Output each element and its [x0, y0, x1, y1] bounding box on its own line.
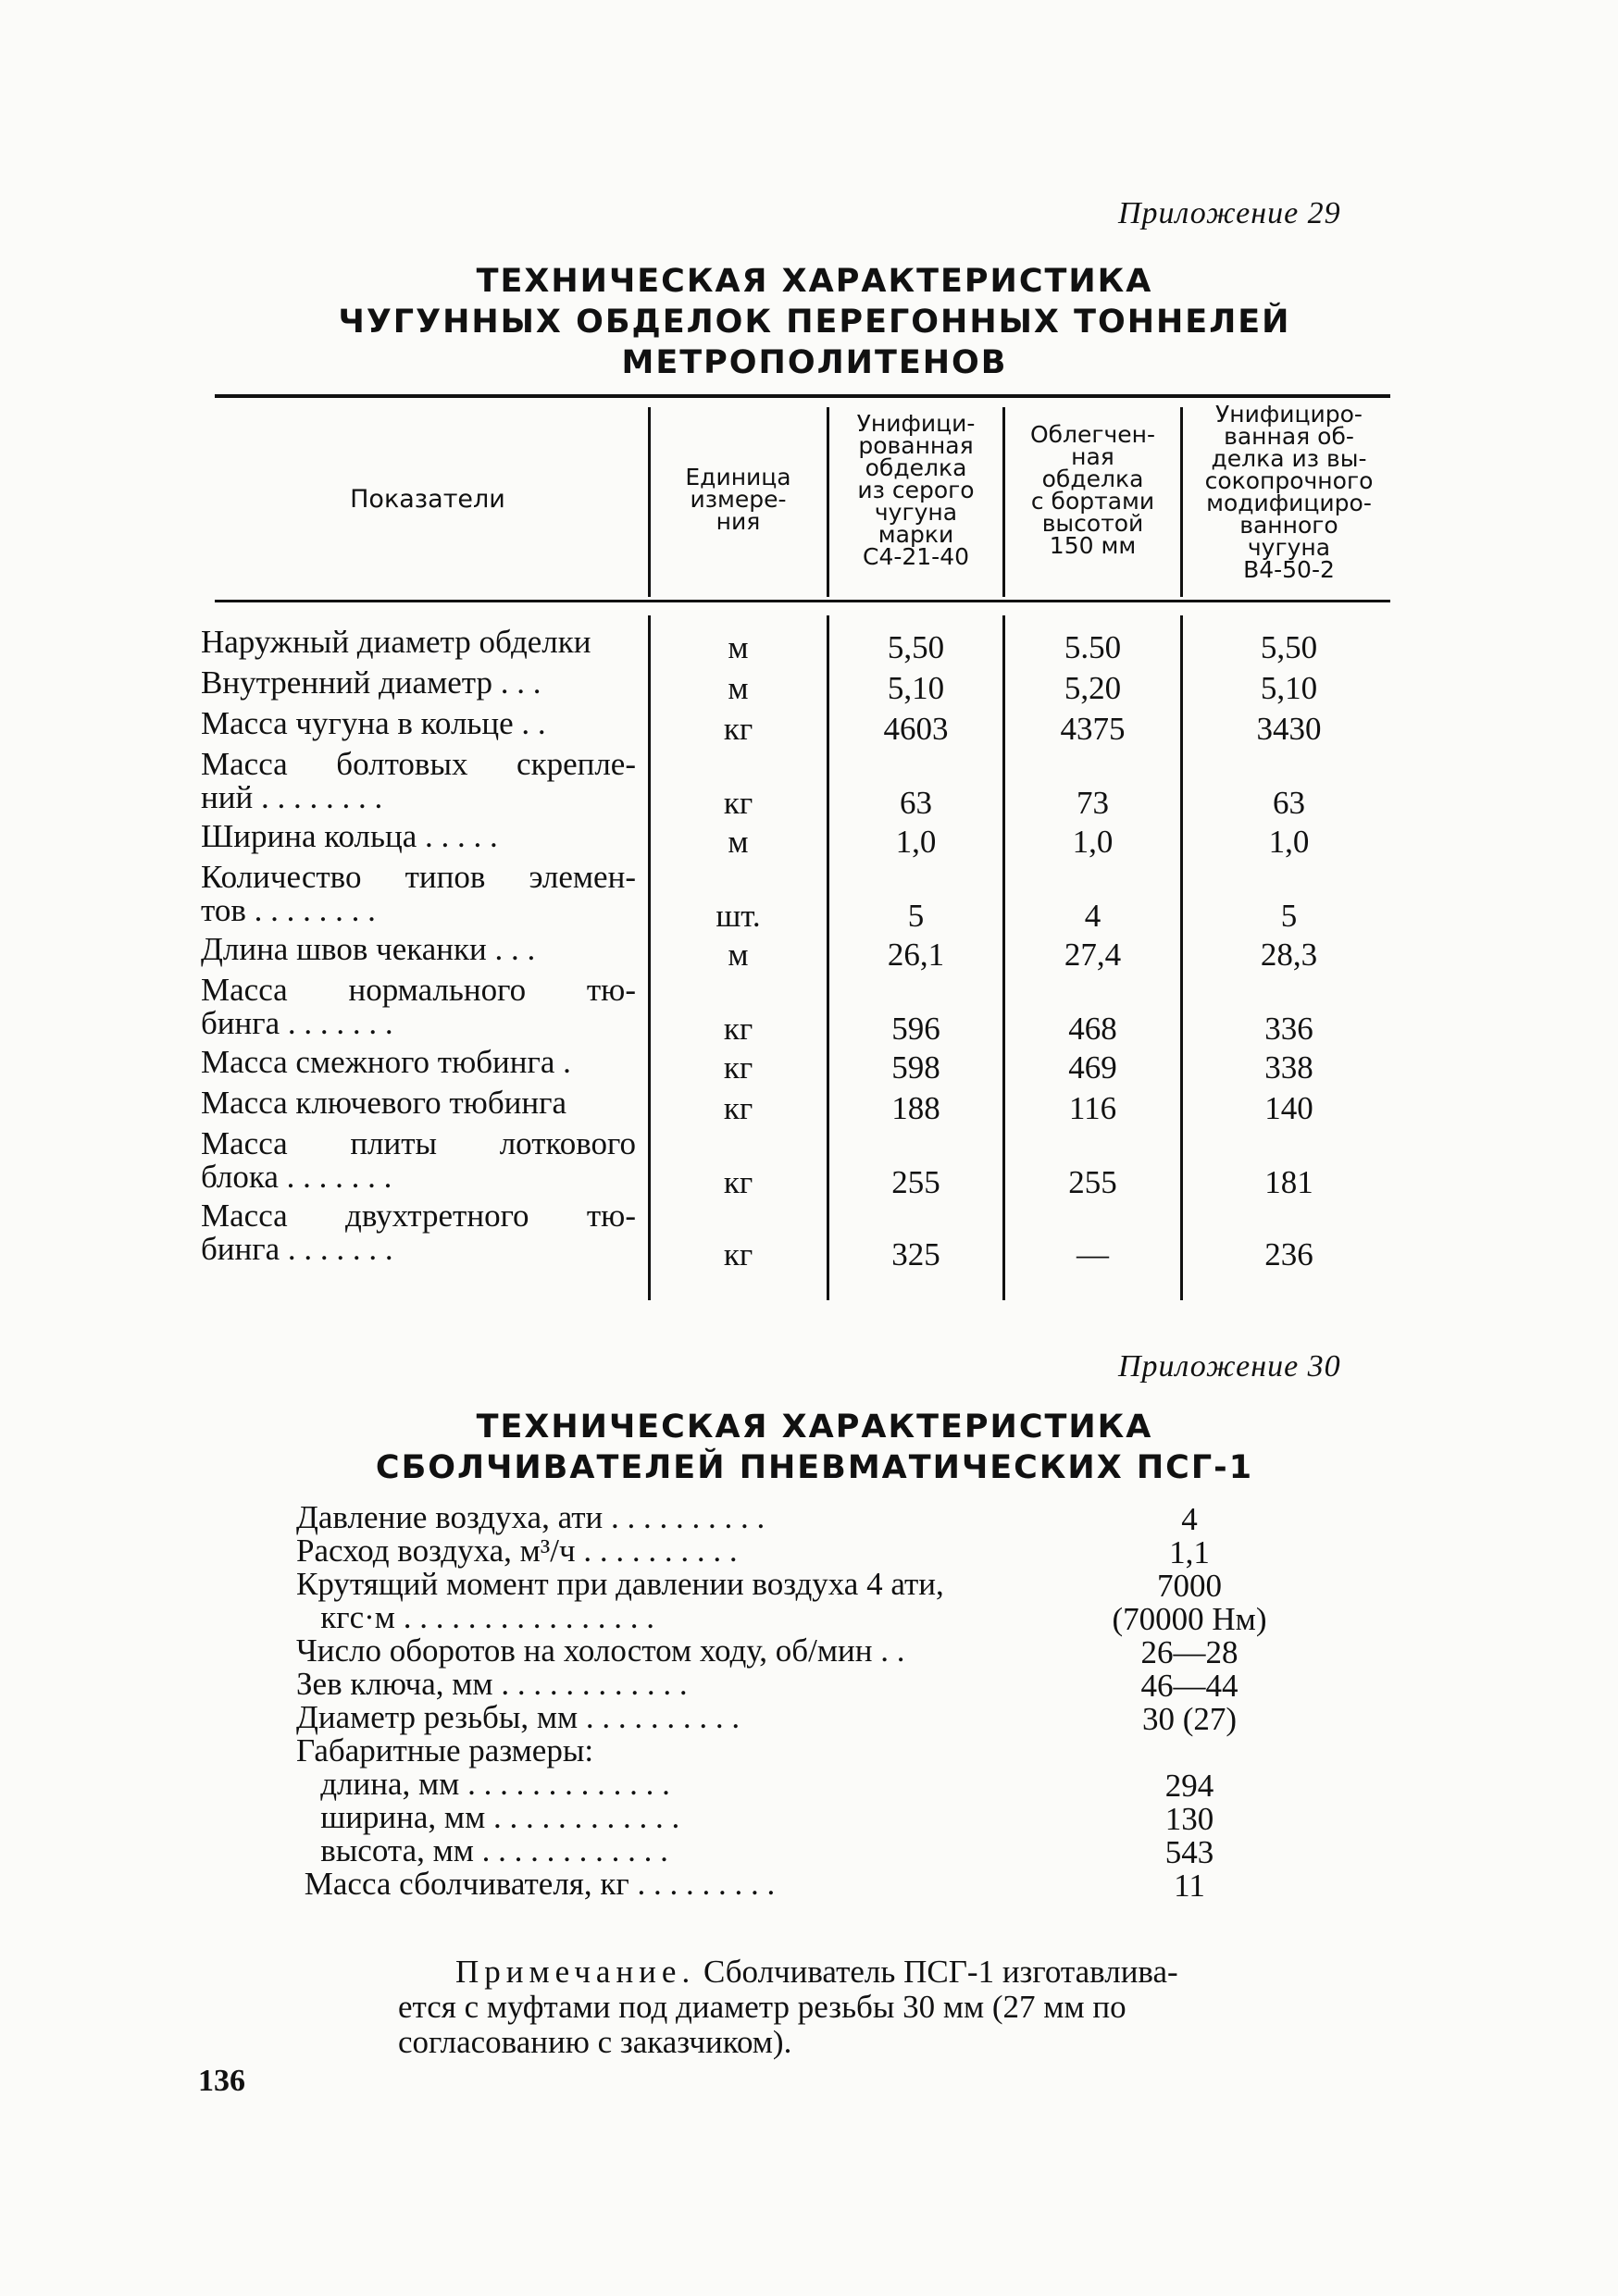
cell-unit: кг: [723, 1011, 753, 1047]
header-line: с бортами: [1030, 488, 1155, 515]
cell-gray-iron: 5: [907, 898, 925, 934]
cell-high-strength: 236: [1264, 1236, 1313, 1272]
cell-high-strength: 3430: [1256, 711, 1322, 747]
cell-gray-iron: 598: [891, 1049, 940, 1086]
column-divider: [1180, 407, 1183, 597]
cell-lightweight: 255: [1068, 1164, 1117, 1200]
header-line: марки: [877, 521, 954, 548]
spec-value: 30 (27): [1141, 1701, 1238, 1737]
cell-lightweight: 1,0: [1072, 824, 1114, 860]
header-unit: [653, 466, 824, 533]
cell-unit: кг: [723, 785, 753, 821]
cell-gray-iron: 188: [891, 1090, 940, 1126]
header-col-high-strength: [1185, 403, 1393, 581]
header-line: чугуна: [874, 499, 958, 526]
row-label-line: Наружный диаметр обделки: [201, 624, 591, 660]
cell-high-strength: 1,0: [1268, 824, 1310, 860]
row-label-line: Масса болтовых скрепле-: [201, 746, 636, 782]
cell-lightweight: 5,20: [1064, 670, 1122, 706]
row-label-line: Масса двухтретного тю-: [201, 1198, 636, 1234]
cell-gray-iron: 325: [891, 1236, 940, 1272]
row-label: [201, 1199, 636, 1266]
table-top-rule: [215, 394, 1390, 398]
row-label: [201, 1086, 636, 1120]
cell-lightweight: 73: [1077, 785, 1109, 821]
row-label-line: Масса ключевого тюбинга: [201, 1085, 566, 1121]
cell-gray-iron: 5,10: [887, 670, 945, 706]
row-label: [201, 707, 636, 740]
header-line: Единица: [685, 464, 791, 490]
header-line: высотой: [1041, 510, 1144, 537]
spec-label: ширина, мм . . . . . . . . . . . .: [296, 1799, 680, 1835]
cell-unit: кг: [723, 1164, 753, 1200]
row-label-line: ний . . . . . . . .: [201, 779, 383, 815]
title-line: ТЕХНИЧЕСКАЯ ХАРАКТЕРИСТИКА: [476, 1409, 1153, 1446]
title-line: МЕТРОПОЛИТЕНОВ: [621, 344, 1008, 381]
row-label-line: бинга . . . . . . .: [201, 1231, 393, 1267]
row-label: [201, 1127, 636, 1194]
cell-lightweight: —: [1077, 1236, 1109, 1272]
spec-label: Диаметр резьбы, мм . . . . . . . . . .: [296, 1699, 741, 1735]
row-label-line: Ширина кольца . . . . .: [201, 818, 498, 854]
header-line: Облегчен-: [1029, 421, 1156, 448]
header-line: сокопрочного: [1204, 467, 1374, 494]
row-label-line: тов . . . . . . . .: [201, 892, 376, 928]
header-col-lightweight: [1007, 421, 1178, 559]
header-line: 150 мм: [1049, 532, 1137, 559]
header-col-gray-iron: [831, 410, 1001, 570]
cell-unit: м: [728, 629, 749, 665]
row-label-line: бинга . . . . . . .: [201, 1005, 393, 1041]
cell-lightweight: 468: [1068, 1011, 1117, 1047]
cell-unit: м: [728, 670, 749, 706]
column-divider: [827, 615, 829, 1300]
cell-high-strength: 63: [1273, 785, 1305, 821]
column-divider: [648, 407, 651, 597]
cell-gray-iron: 26,1: [887, 937, 945, 973]
column-divider: [1180, 615, 1183, 1300]
row-label: [201, 861, 636, 927]
row-label: [201, 748, 636, 814]
header-line: измере-: [690, 486, 787, 513]
cell-gray-iron: 255: [891, 1164, 940, 1200]
spec-value: 46—44: [1140, 1668, 1238, 1704]
header-line: обделка: [1041, 465, 1144, 492]
spec-label: Масса сболчивателя, кг . . . . . . . . .: [296, 1866, 776, 1902]
cell-high-strength: 140: [1264, 1090, 1313, 1126]
row-label-line: Масса плиты лоткового: [201, 1125, 636, 1161]
spec-value: 130: [1164, 1801, 1214, 1837]
cell-lightweight: 4: [1084, 898, 1101, 934]
header-line: чугуна: [1247, 534, 1331, 561]
column-divider: [827, 407, 829, 597]
column-divider: [648, 615, 651, 1300]
spec-label: Габаритные размеры:: [296, 1732, 594, 1769]
cell-lightweight: 5.50: [1064, 629, 1122, 665]
cell-high-strength: 181: [1264, 1164, 1313, 1200]
header-line: Унифициро-: [1215, 401, 1363, 428]
row-label-line: блока . . . . . . .: [201, 1159, 392, 1195]
spec-value: 4: [1181, 1501, 1198, 1537]
header-line: В4-50-2: [1243, 556, 1335, 583]
row-label: [201, 1046, 636, 1079]
column-divider: [1002, 615, 1005, 1300]
row-label: [201, 666, 636, 700]
cell-lightweight: 469: [1068, 1049, 1117, 1086]
table-header-rule: [215, 600, 1390, 602]
cell-unit: кг: [723, 711, 753, 747]
row-label: [201, 933, 636, 966]
row-label: [201, 974, 636, 1040]
cell-unit: кг: [723, 1090, 753, 1126]
row-label: [201, 820, 636, 853]
row-label-line: Масса чугуна в кольце . .: [201, 705, 546, 741]
cell-gray-iron: 5,50: [887, 629, 945, 665]
row-label-line: Масса смежного тюбинга .: [201, 1044, 571, 1080]
cell-unit: м: [728, 937, 749, 973]
row-label: [201, 626, 636, 659]
header-line: обделка: [865, 454, 967, 481]
spec-value: 1,1: [1169, 1534, 1210, 1570]
cell-unit: кг: [723, 1236, 753, 1272]
spec-label: Крутящий момент при давлении воздуха 4 ати,: [296, 1566, 944, 1602]
cell-high-strength: 28,3: [1260, 937, 1318, 973]
spec-label: длина, мм . . . . . . . . . . . . .: [296, 1766, 670, 1802]
header-line: Унифици-: [856, 410, 976, 437]
spec-value: 11: [1174, 1868, 1205, 1904]
spec-value: 294: [1164, 1768, 1214, 1804]
title-line: СБОЛЧИВАТЕЛЕЙ ПНЕВМАТИЧЕСКИХ ПСГ-1: [375, 1449, 1254, 1486]
appendix-29-title: [213, 261, 1416, 383]
note-line: ется с муфтами под диаметр резьбы 30 мм (27 мм по: [398, 1989, 1126, 2025]
cell-high-strength: 5,50: [1260, 629, 1318, 665]
header-indicators: Показатели: [350, 485, 505, 514]
cell-lightweight: 4375: [1060, 711, 1126, 747]
spec-label: высота, мм . . . . . . . . . . . .: [296, 1832, 668, 1868]
spec-label: кгс·м . . . . . . . . . . . . . . . .: [296, 1599, 654, 1635]
spec-value: 543: [1164, 1834, 1214, 1870]
cell-high-strength: 5,10: [1260, 670, 1318, 706]
cell-high-strength: 338: [1264, 1049, 1313, 1086]
cell-unit: шт.: [716, 898, 761, 934]
header-line: ванная об-: [1224, 423, 1354, 450]
header-line: делка из вы-: [1211, 445, 1367, 472]
note-text: Сболчиватель ПСГ-1 изготавлива-: [695, 1954, 1178, 1990]
note-line: согласованию с заказчиком).: [398, 2024, 792, 2060]
header-line: ванного: [1239, 512, 1338, 539]
cell-high-strength: 5: [1280, 898, 1298, 934]
cell-gray-iron: 63: [900, 785, 932, 821]
column-divider: [1002, 407, 1005, 597]
cell-gray-iron: 1,0: [895, 824, 937, 860]
header-line: ная: [1071, 443, 1114, 470]
header-line: рованная: [858, 432, 974, 459]
spec-value: 7000: [1157, 1568, 1222, 1604]
cell-unit: м: [728, 824, 749, 860]
row-label-line: Масса нормального тю-: [201, 972, 636, 1008]
title-line: ЧУГУННЫХ ОБДЕЛОК ПЕРЕГОННЫХ ТОННЕЛЕЙ: [338, 304, 1291, 341]
title-line: ТЕХНИЧЕСКАЯ ХАРАКТЕРИСТИКА: [476, 263, 1153, 300]
cell-lightweight: 27,4: [1064, 937, 1122, 973]
header-line: ния: [716, 508, 761, 535]
spec-value: 26—28: [1140, 1634, 1238, 1670]
spec-label: Зев ключа, мм . . . . . . . . . . . .: [296, 1666, 688, 1702]
appendix-30-title: [213, 1407, 1416, 1488]
spec-label: Число оборотов на холостом ходу, об/мин . .: [296, 1632, 905, 1669]
cell-high-strength: 336: [1264, 1011, 1313, 1047]
header-line: С4-21-40: [862, 543, 970, 570]
cell-gray-iron: 596: [891, 1011, 940, 1047]
row-label-line: Внутренний диаметр . . .: [201, 664, 541, 701]
cell-gray-iron: 4603: [883, 711, 949, 747]
cell-unit: кг: [723, 1049, 753, 1086]
appendix-29-label: Приложение 29: [1118, 196, 1341, 230]
spec-label: Расход воздуха, м³/ч . . . . . . . . . .: [296, 1533, 738, 1569]
note-line: [398, 1955, 1305, 1990]
cell-lightweight: 116: [1068, 1090, 1117, 1126]
note-head: Примечание.: [455, 1954, 696, 1990]
header-line: модифициро-: [1206, 490, 1372, 516]
row-label-line: Длина швов чеканки . . .: [201, 931, 536, 967]
header-line: из серого: [857, 477, 975, 503]
note: [398, 1955, 1305, 2060]
spec-value: (70000 Нм): [1112, 1601, 1267, 1637]
page-number: 136: [198, 2064, 245, 2098]
row-label-line: Количество типов элемен-: [201, 859, 636, 895]
appendix-30-label: Приложение 30: [1118, 1349, 1341, 1384]
spec-label: Давление воздуха, ати . . . . . . . . . .: [296, 1499, 765, 1535]
